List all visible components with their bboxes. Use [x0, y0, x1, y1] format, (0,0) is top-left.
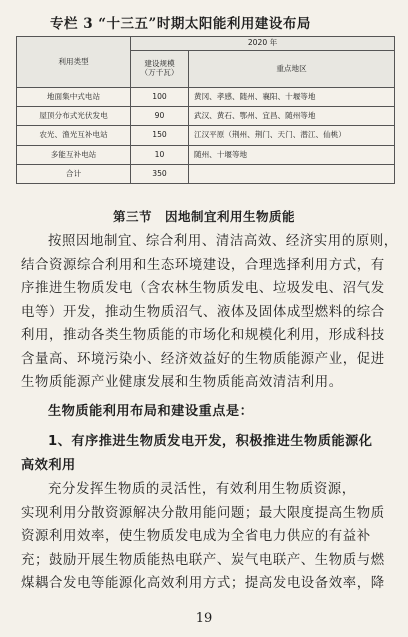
section-title: 第三节 因地制宜利用生物质能 [112, 209, 295, 224]
table-row-total [17, 165, 395, 184]
page-number: 19 [195, 611, 213, 626]
paragraph-line: 序推进生物质发电（含农林生物质发电、垃圾发电、沼气发 [21, 281, 385, 296]
paragraph-line: 煤耦合发电等能源化高效利用方式；提高发电设备效率，降 [21, 576, 385, 591]
paragraph-line: 实现利用分散资源解决分散用能问题；最大限度提高生物质 [21, 505, 385, 521]
paragraph-line: 含量高、环境污染小、经济效益好的生物质能源产业，促进 [21, 351, 385, 367]
cell-scale: 100 [131, 88, 189, 107]
cell-region: 随州、十堰等地 [189, 146, 395, 165]
paragraph-line: 充；鼓励开展生物质能热电联产、炭气电联产、生物质与燃 [21, 552, 385, 568]
cell-scale: 90 [131, 107, 189, 126]
paragraph-line: 结合资源综合利用和生态环境建设，合理选择利用方式，有 [21, 257, 385, 273]
cell-type: 地面集中式电站 [17, 88, 131, 107]
cell-scale: 150 [131, 126, 189, 146]
paragraph-line: 生物质能源产业健康发展和生物质能高效清洁利用。 [21, 375, 343, 390]
paragraph-principles [21, 230, 398, 395]
cell-type: 屋顶分布式光伏发电 [17, 107, 131, 126]
table-row [17, 88, 395, 107]
table-row [17, 146, 395, 165]
column-header-scale-line1: 建设规模 [144, 59, 175, 69]
paragraph-line: 资源利用效率，使生物质发电成为全省电力供应的有益补 [21, 529, 371, 544]
cell-type: 多能互补电站 [17, 146, 131, 165]
cell-type: 合计 [17, 165, 131, 184]
paragraph-line: 充分发挥生物质的灵活性，有效利用生物质资源， [48, 482, 356, 497]
cell-scale: 350 [131, 165, 189, 184]
solar-layout-table [16, 36, 395, 184]
column-header-year: 2020 年 [131, 37, 395, 51]
subheading-power-generation [21, 430, 391, 477]
paragraph-line: 电等）开发，推动生物质沼气、液体及固体成型燃料的综合 [21, 304, 385, 320]
paragraph-power-generation [21, 478, 391, 596]
paragraph-line: 按照因地制宜、综合利用、清洁高效、经济实用的原则， [48, 234, 398, 249]
column-header-type: 利用类型 [17, 37, 131, 88]
cell-type: 农光、渔光互补电站 [17, 126, 131, 146]
column-header-region: 重点地区 [189, 51, 395, 88]
cell-region: 江汉平原（荆州、荆门、天门、潜江、仙桃） [189, 126, 395, 146]
cell-region: 武汉、黄石、鄂州、宜昌、随州等地 [189, 107, 395, 126]
column-header-scale-line2: （万千瓦） [140, 68, 179, 77]
subheading-line: 1、有序推进生物质发电开发，积极推进生物质能源化 [48, 434, 373, 449]
cell-scale: 10 [131, 146, 189, 165]
column-header-scale [131, 51, 189, 88]
layout-focus-intro: 生物质能利用布局和建设重点是： [48, 404, 254, 419]
cell-region [189, 165, 395, 184]
table-row [17, 126, 395, 146]
box-title: 专栏 3 “十三五”时期太阳能利用建设布局 [50, 16, 311, 32]
subheading-line: 高效利用 [21, 457, 76, 473]
paragraph-line: 利用，推动各类生物质能的市场化和规模化利用，形成科技 [21, 328, 385, 343]
table-row [17, 107, 395, 126]
cell-region: 黄冈、孝感、随州、襄阳、十堰等地 [189, 88, 395, 107]
